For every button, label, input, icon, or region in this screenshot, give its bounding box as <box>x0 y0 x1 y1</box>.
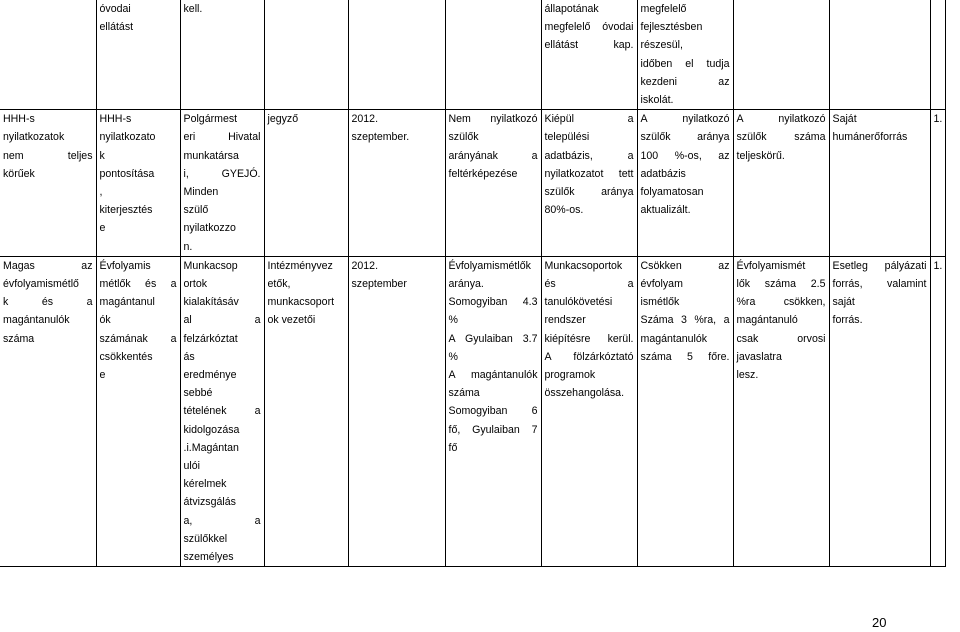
table-cell: Évfolyamis métlők és a magántanul ók számának a csökkentés e <box>96 256 180 566</box>
table-cell: Intézményvez etők, munkacsoport ok vezetői <box>264 256 348 566</box>
table-cell: 2012. szeptember. <box>348 110 445 257</box>
table-cell: Polgármest eri Hivatal munkatársa i, GYEJÓ. Minden szülő nyilatkozzo n. <box>180 110 264 257</box>
table-cell: HHH-s nyilatkozato k pontosítása , kiterjesztés e <box>96 110 180 257</box>
table-row <box>0 256 945 566</box>
table-cell: HHH-s nyilatkozatok nem teljes körűek <box>0 110 96 257</box>
table-cell: állapotának megfelelő óvodai ellátást kap. <box>541 0 637 110</box>
table-cell: Esetleg pályázati forrás, valamint saját forrás. <box>829 256 930 566</box>
table-cell: 1. <box>930 110 945 257</box>
table-cell: Nem nyilatkozó szülők arányának a feltérképezése <box>445 110 541 257</box>
table-cell: 2012. szeptember <box>348 256 445 566</box>
page-number: 20 <box>872 615 887 630</box>
table-row <box>0 110 945 257</box>
table-cell: A nyilatkozó szülők aránya 100 %-os, az adatbázis folyamatosan aktualizált. <box>637 110 733 257</box>
table-cell <box>348 0 445 110</box>
table-cell: kell. <box>180 0 264 110</box>
table-row <box>0 0 945 110</box>
table-cell <box>733 0 829 110</box>
table-cell: Kiépül a települési adatbázis, a nyilatkozatot tett szülők aránya 80%-os. <box>541 110 637 257</box>
table-cell: Csökken az évfolyam ismétlők Száma 3 %ra, a magántanulók száma 5 főre. <box>637 256 733 566</box>
table-cell: óvodai ellátást <box>96 0 180 110</box>
table-cell <box>930 0 945 110</box>
table-cell: Évfolyamismétlők aránya. Somogyiban 4.3 % A Gyulaiban 3.7 % A magántanulók száma Somogyiban 6 fő, Gyulaiban 7 fő <box>445 256 541 566</box>
table-cell: Magas az évfolyamismétlő k és a magántanulók száma <box>0 256 96 566</box>
table-cell: Évfolyamismét lők száma 2.5 %ra csökken, magántanuló csak orvosi javaslatra lesz. <box>733 256 829 566</box>
table-cell <box>445 0 541 110</box>
table-cell: Munkacsoportok és a tanulókövetési rendszer kiépítésre kerül. A fölzárkóztató programok összehangolása. <box>541 256 637 566</box>
table-cell <box>829 0 930 110</box>
table-cell <box>264 0 348 110</box>
table-cell: megfelelő fejlesztésben részesül, időben el tudja kezdeni az iskolát. <box>637 0 733 110</box>
table-cell: Saját humánerőforrás <box>829 110 930 257</box>
table-cell <box>0 0 96 110</box>
table-cell: Munkacsop ortok kialakításáv al a felzárkóztat ás eredménye sebbé tételének a kidolgozása .i.Magántan ulói kérelmek átvizsgálás a, a szülőkkel személyes <box>180 256 264 566</box>
table-cell: 1. <box>930 256 945 566</box>
table-cell: A nyilatkozó szülők száma teljeskörű. <box>733 110 829 257</box>
table-cell: jegyző <box>264 110 348 257</box>
